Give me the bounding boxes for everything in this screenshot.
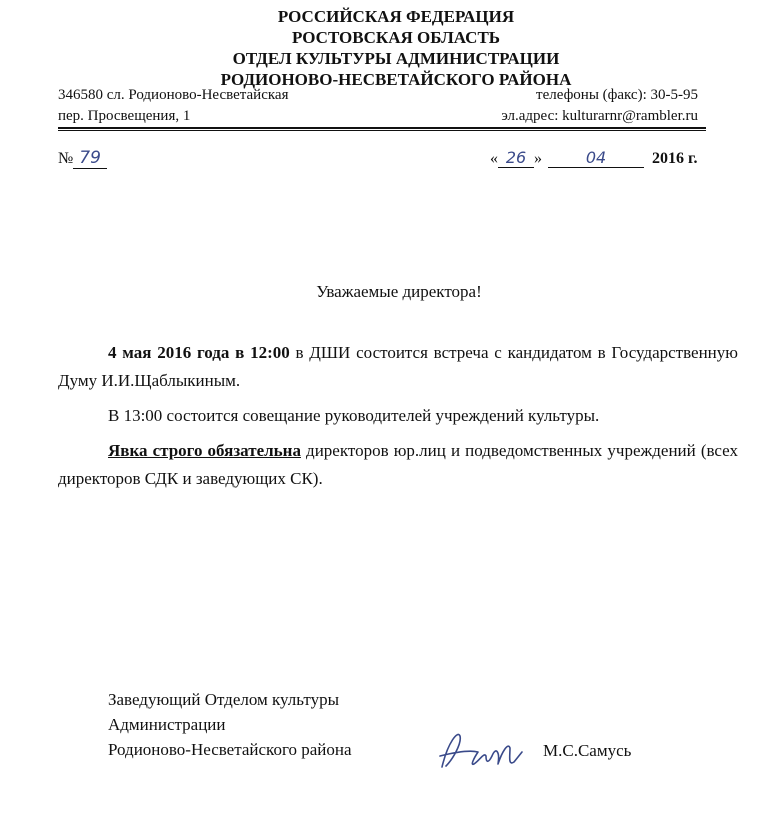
email-address: эл.адрес: kulturarnr@rambler.ru — [501, 108, 698, 124]
contact-info — [501, 85, 698, 127]
handwritten-signature — [430, 722, 530, 782]
letterhead — [0, 6, 762, 90]
signatory-line-1: Заведующий Отделом культуры — [108, 690, 340, 709]
address-line-1: 346580 сл. Родионово-Несветайская — [58, 87, 289, 103]
handwritten-month: 04 — [548, 148, 644, 168]
postal-address — [58, 85, 288, 127]
letterhead-district: РОДИОНОВО-НЕСВЕТАЙСКОГО РАЙОНА — [220, 70, 572, 89]
signatory-line-3: Родионово-Несветайского района — [108, 740, 352, 759]
handwritten-number: 79 — [73, 148, 107, 169]
letterhead-region: РОСТОВСКАЯ ОБЛАСТЬ — [291, 28, 501, 47]
number-sign: № — [58, 150, 74, 167]
date-year: 2016 г. — [652, 150, 698, 167]
letter-date — [490, 148, 697, 168]
signatory-title — [108, 687, 352, 762]
attendance-details: директоров юр.лиц и подведомственных учреждений (всех директоров СДК и заведующих СК). — [58, 441, 739, 488]
letterhead-department: ОТДЕЛ КУЛЬТУРЫ АДМИНИСТРАЦИИ — [232, 49, 560, 68]
meeting-datetime: 4 мая 2016 года в 12:00 — [108, 343, 290, 362]
phone-fax: телефоны (факс): 30-5-95 — [536, 87, 698, 103]
handwritten-day: 26 — [498, 148, 534, 168]
paragraph-attendance — [58, 437, 738, 493]
signer-name: М.С.Самусь — [543, 741, 632, 760]
letterhead-country: РОССИЙСКАЯ ФЕДЕРАЦИЯ — [277, 7, 515, 26]
meeting-details: в ДШИ состоится встреча с кандидатом в Государственную Думу И.И.Щаблыкиным. — [58, 343, 738, 390]
header-divider-thick — [58, 127, 706, 129]
reference-number — [58, 148, 107, 169]
date-close-quote: » — [534, 150, 542, 167]
address-line-2: пер. Просвещения, 1 — [58, 108, 191, 124]
attendance-mandatory: Явка строго обязательна — [108, 441, 301, 460]
date-open-quote: « — [490, 150, 498, 167]
greeting: Уважаемые директора! — [316, 282, 482, 301]
signatory-line-2: Администрации — [108, 715, 226, 734]
paragraph-conference: В 13:00 состоится совещание руководителей учреждений культуры. — [108, 406, 600, 425]
header-divider-thin — [58, 130, 706, 131]
paragraph-meeting — [58, 339, 738, 395]
